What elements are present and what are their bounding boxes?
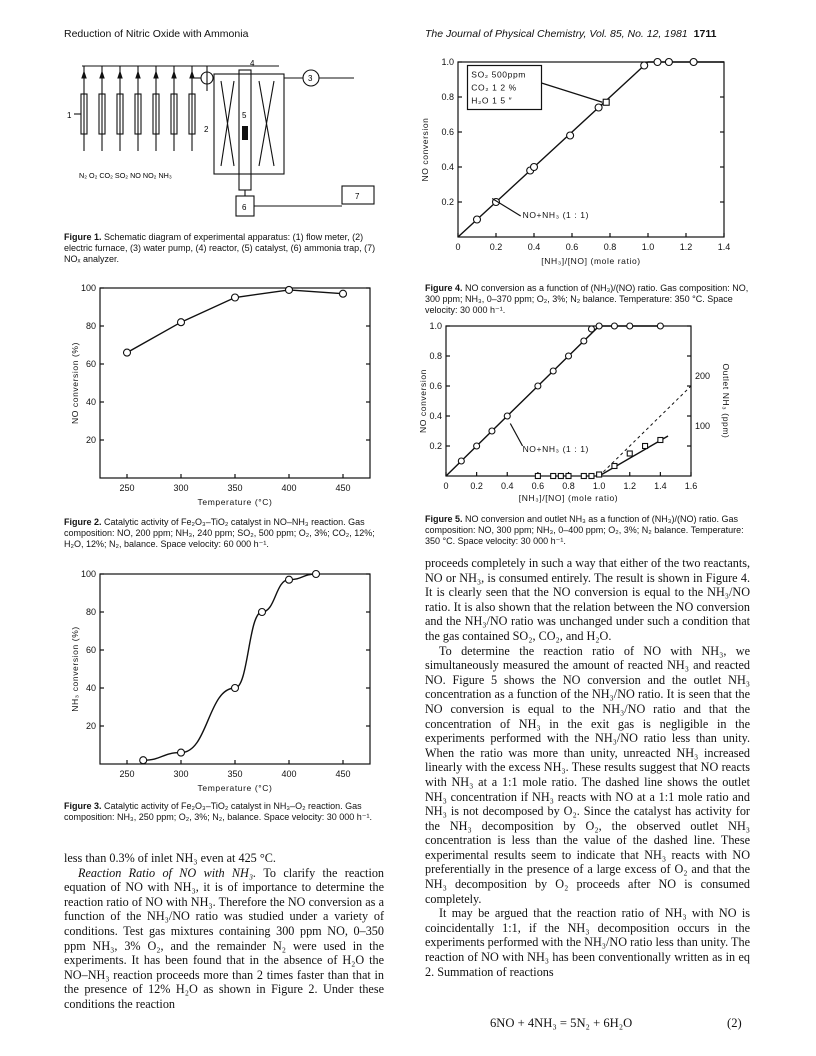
data-point-square bbox=[597, 472, 602, 477]
equation: 6NO + 4NH₃ = 5N₂ + 6H₂O bbox=[490, 1016, 633, 1030]
figure4-chart bbox=[420, 56, 750, 281]
caption-text: NO conversion and outlet NH₃ as a function of (NH₃)/(NO) ratio. Gas composition: NO, 300 ppm; NH₃, 0–400 ppm; O₂, 3%; N₂ balance. Temperature: 350 °C. Space velocity: 30 000 h⁻¹. bbox=[425, 514, 744, 547]
data-point-square bbox=[535, 474, 540, 479]
data-point bbox=[178, 749, 185, 756]
x-tick-label: 400 bbox=[281, 483, 297, 493]
x-tick-label: 450 bbox=[335, 483, 351, 493]
body-right-column bbox=[425, 556, 750, 979]
x-tick-label: 0.8 bbox=[603, 242, 617, 252]
series-curve bbox=[143, 574, 316, 760]
y-tick-label: 0.4 bbox=[441, 162, 454, 172]
data-point bbox=[286, 286, 293, 293]
data-point bbox=[340, 290, 347, 297]
data-point bbox=[489, 428, 495, 434]
data-point-square bbox=[627, 451, 632, 456]
y-tick-label: 100 bbox=[80, 283, 96, 293]
paragraph: It may be argued that the reaction ratio of NH₃ with NO is coincidentally 1:1, if the NH₃ decomposition occurs in the experiments performed with the NH₃/NO ratio less than unity. The reaction of NO with NH₃ has been conventionally written as in eq 2. Summation of reactions bbox=[425, 906, 750, 979]
data-point bbox=[474, 443, 480, 449]
x-tick-label: 0.2 bbox=[489, 242, 503, 252]
journal-citation bbox=[425, 28, 716, 40]
flow-meter-columns bbox=[81, 66, 195, 151]
caption-text: Schematic diagram of experimental apparatus: (1) flow meter, (2) electric furnace, (3) water pump, (4) reactor, (5) catalyst, (6) ammonia trap, (7) NOₓ analyzer. bbox=[64, 232, 376, 265]
y-axis-label: NO conversion bbox=[418, 368, 428, 434]
x-tick-label: 450 bbox=[335, 769, 351, 779]
legend-entry: SO₂ 500ppm bbox=[471, 69, 526, 80]
data-point bbox=[140, 757, 147, 764]
figure5-chart bbox=[420, 320, 750, 510]
x-tick-label: 0 bbox=[443, 481, 449, 491]
y2-axis-label: Outlet NH₃ (ppm) bbox=[721, 363, 731, 439]
equation-number: (2) bbox=[727, 1016, 742, 1030]
data-point bbox=[581, 338, 587, 344]
data-point bbox=[665, 59, 672, 66]
y2-tick-label: 200 bbox=[695, 371, 711, 381]
caption-text: NO conversion as a function of (NH₃)/(NO) ratio. Gas composition: NO, 300 ppm; NH₃, 0–370 ppm; O₂, 3%; N₂ balance. Temperature: 350 °C. Space velocity: 30 000 h⁻¹. bbox=[425, 283, 749, 316]
y-tick-label: 0.2 bbox=[441, 197, 454, 207]
y-tick-label: 0.2 bbox=[429, 441, 442, 451]
label-pointer bbox=[492, 199, 521, 217]
y-tick-label: 0.8 bbox=[429, 351, 442, 361]
y-tick-label: 60 bbox=[85, 359, 96, 369]
y-tick-label: 0.8 bbox=[441, 92, 454, 102]
paragraph: To determine the reaction ratio of NO with NH₃, we simultaneously measured the amount of reacted NH₃ and reacted NO. Figure 5 shows the NO conversion and the outlet NH₃ concentration as a function of the NH₃/NO ratio. It is seen that the NO conversion is equal to the NH₃/NO ratio and that the concentration of NH₃ in the exit gas is negligible in the experiments performed with the NH₃/NO ratio less than unity. When the ratio was more than unity, unreacted NH₃ increased linearly with the excess NH₃. These results suggest that NO reacts with NH₃ at a 1:1 mole ratio. The dashed line shows the outlet NH₃ concentration if NH₃ reacts with NO at a 1:1 mole ratio and NH₃ is not decomposed by O₂. Since the catalyst has activity for the NH₃ decomposition by O₂, the observed outlet NH₃ concentration is less than the value of the dashed line. These experimental results seem to indicate that NH₃ reacts with NO preferentially in the presence of a large excess of O₂ and that the NH₃ decomposition by O₂ proceeds after NO is consumed completely. bbox=[425, 643, 750, 906]
x-axis-label: Temperature (°C) bbox=[197, 783, 273, 793]
x-tick-label: 1.6 bbox=[684, 481, 698, 491]
caption-label: Figure 1. bbox=[64, 232, 102, 242]
catalyst-bed bbox=[242, 126, 248, 140]
data-point bbox=[595, 104, 602, 111]
x-tick-label: 300 bbox=[173, 769, 189, 779]
y-tick-label: 1.0 bbox=[429, 321, 442, 331]
data-point-square bbox=[612, 464, 617, 469]
x-tick-label: 250 bbox=[119, 483, 135, 493]
caption-text: Catalytic activity of Fe₂O₃–TiO₂ catalyst in NH₃–O₂ reaction. Gas composition: NH₃, 250 ppm; O₂, 3%; N₂, balance. Space velocity: 30 000 h⁻¹. bbox=[64, 801, 373, 823]
legend-pointer bbox=[542, 83, 603, 102]
data-point bbox=[232, 294, 239, 301]
x-tick-label: 0 bbox=[455, 242, 461, 252]
x-tick-label: 1.4 bbox=[717, 242, 731, 252]
x-tick-label: 0.4 bbox=[527, 242, 541, 252]
x-tick-label: 0.2 bbox=[470, 481, 483, 491]
dashed-ideal-line bbox=[599, 386, 691, 476]
data-point-square bbox=[589, 474, 594, 479]
legend-entry: CO₂ 1 2 % bbox=[471, 82, 517, 93]
running-header: Reduction of Nitric Oxide with Ammonia bbox=[64, 28, 249, 40]
x-tick-label: 300 bbox=[173, 483, 189, 493]
figure1-schematic bbox=[64, 56, 384, 216]
x-tick-label: 350 bbox=[227, 483, 243, 493]
data-point bbox=[474, 216, 481, 223]
y-axis-label: NO conversion (%) bbox=[70, 342, 80, 424]
x-axis-label: Temperature (°C) bbox=[197, 497, 273, 507]
label-7: 7 bbox=[355, 192, 360, 201]
y-tick-label: 40 bbox=[85, 397, 96, 407]
data-point bbox=[259, 609, 266, 616]
data-point-square bbox=[558, 474, 563, 479]
caption-label: Figure 2. bbox=[64, 517, 102, 527]
paragraph: proceeds completely in such a way that either of the two reactants, NO or NH₃, is consumed entirely. The result is shown in Figure 4. It is clearly seen that the NO conversion is equal to the NH₃/NO ratio. It is also shown that the relation between the NO conversion and the NH₃/NO ratio was unchanged under such a condition that the gas contained SO₂, CO₂, and H₂O. bbox=[425, 556, 750, 643]
label-5: 5 bbox=[242, 111, 247, 120]
data-point bbox=[531, 164, 538, 171]
caption-text: Catalytic activity of Fe₂O₃–TiO₂ catalyst in NO–NH₃ reaction. Gas composition: NO, 200 ppm; NH₃, 240 ppm; SO₂, 500 ppm; O₂, 3%; CO₂, 12%; H₂O, 12%; N₂, balance. Space velocity: 60 000 h⁻¹. bbox=[64, 517, 375, 550]
data-point bbox=[313, 571, 320, 578]
paragraph bbox=[64, 866, 384, 1012]
plot-frame bbox=[100, 574, 370, 764]
paragraph: less than 0.3% of inlet NH₃ even at 425 °C. bbox=[64, 851, 276, 865]
x-tick-label: 0.6 bbox=[531, 481, 545, 491]
x-axis-label: [NH₃]/[NO] (mole ratio) bbox=[518, 493, 619, 503]
x-axis-label: [NH₃]/[NO] (mole ratio) bbox=[541, 256, 641, 266]
figure4-caption bbox=[425, 283, 750, 317]
y-axis-label: NO conversion bbox=[420, 117, 430, 182]
data-point bbox=[566, 353, 572, 359]
data-point bbox=[588, 326, 594, 332]
figure5-caption bbox=[425, 514, 750, 548]
caption-label: Figure 3. bbox=[64, 801, 102, 811]
line-label: NO+NH₃ (1 : 1) bbox=[522, 209, 590, 220]
page-number: 1711 bbox=[693, 28, 717, 40]
caption-label: Figure 4. bbox=[425, 283, 463, 293]
data-point bbox=[535, 383, 541, 389]
data-point bbox=[611, 323, 617, 329]
label-pointer bbox=[510, 424, 522, 447]
figure1-caption bbox=[64, 232, 382, 266]
legend-entry: H₂O 1 5 ″ bbox=[471, 95, 513, 106]
y-tick-label: 0.6 bbox=[441, 127, 454, 137]
line-label: NO+NH₃ (1 : 1) bbox=[522, 444, 589, 454]
section-title: Reaction Ratio of NO with NH₃. bbox=[78, 865, 257, 880]
data-point-square bbox=[658, 438, 663, 443]
label-2: 2 bbox=[204, 125, 209, 134]
figure3-chart bbox=[64, 566, 384, 796]
figure2-chart bbox=[64, 280, 384, 510]
caption-label: Figure 5. bbox=[425, 514, 463, 524]
y2-tick-label: 100 bbox=[695, 421, 711, 431]
data-point bbox=[567, 132, 574, 139]
data-point bbox=[596, 323, 602, 329]
data-point-square bbox=[566, 474, 571, 479]
data-point bbox=[657, 323, 663, 329]
data-point bbox=[232, 685, 239, 692]
data-point bbox=[550, 368, 556, 374]
y-tick-label: 60 bbox=[85, 645, 96, 655]
data-point-square bbox=[551, 474, 556, 479]
y-tick-label: 80 bbox=[85, 321, 96, 331]
y-tick-label: 0.4 bbox=[429, 411, 442, 421]
x-tick-label: 1.2 bbox=[679, 242, 693, 252]
data-point-square bbox=[603, 99, 609, 105]
y-tick-label: 40 bbox=[85, 683, 96, 693]
y-tick-label: 80 bbox=[85, 607, 96, 617]
y-tick-label: 100 bbox=[80, 569, 96, 579]
data-point bbox=[690, 59, 697, 66]
gas-labels: N₂ O₂ CO₂ SO₂ NO NO₂ NH₃ bbox=[79, 171, 172, 180]
data-point bbox=[178, 319, 185, 326]
label-1: 1 bbox=[67, 111, 72, 120]
data-point bbox=[641, 62, 648, 69]
x-tick-label: 0.4 bbox=[500, 481, 514, 491]
y-tick-label: 20 bbox=[85, 721, 96, 731]
data-point-square bbox=[643, 444, 648, 449]
data-point bbox=[627, 323, 633, 329]
y-tick-label: 20 bbox=[85, 435, 96, 445]
x-tick-label: 1.2 bbox=[623, 481, 637, 491]
data-point bbox=[504, 413, 510, 419]
x-tick-label: 400 bbox=[281, 769, 297, 779]
figure2-caption bbox=[64, 517, 384, 551]
x-tick-label: 250 bbox=[119, 769, 135, 779]
y-tick-label: 1.0 bbox=[441, 57, 454, 67]
body-left-column bbox=[64, 851, 384, 1012]
data-point bbox=[458, 458, 464, 464]
y-tick-label: 0.6 bbox=[429, 381, 442, 391]
label-4: 4 bbox=[250, 59, 255, 68]
x-tick-label: 0.6 bbox=[565, 242, 579, 252]
plot-frame bbox=[100, 288, 370, 478]
y-axis-label: NH₃ conversion (%) bbox=[70, 626, 80, 712]
x-tick-label: 1.4 bbox=[654, 481, 667, 491]
data-point bbox=[286, 576, 293, 583]
label-3: 3 bbox=[308, 74, 313, 83]
paragraph-text: To clarify the reaction equation of NO with NH₃, it is of importance to determine the reaction ratio of NO with NH₃. Therefore the NO conversion as a function of the NH₃/NO ratio was studied under a variety of conditions. Test gas mixtures containing 300 ppm NO, 0–350 ppm NH₃, 3% O₂, and the remainder N₂ were used in the experiments. It has been found that in the absence of H₂O the NO–NH₃ reaction proceeds more than 2 times faster than that in the presence of 12% H₂O as shown in Figure 2. Under these conditions the reaction bbox=[64, 865, 385, 1011]
x-tick-label: 0.8 bbox=[562, 481, 575, 491]
x-tick-label: 1.0 bbox=[641, 242, 655, 252]
data-point-square bbox=[581, 474, 586, 479]
figure3-caption bbox=[64, 801, 384, 823]
data-point bbox=[654, 59, 661, 66]
label-6: 6 bbox=[242, 203, 247, 212]
x-tick-label: 1.0 bbox=[592, 481, 606, 491]
journal-name: The Journal of Physical Chemistry, Vol. 85, No. 12, 1981 bbox=[425, 28, 688, 40]
data-point bbox=[124, 349, 131, 356]
x-tick-label: 350 bbox=[227, 769, 243, 779]
